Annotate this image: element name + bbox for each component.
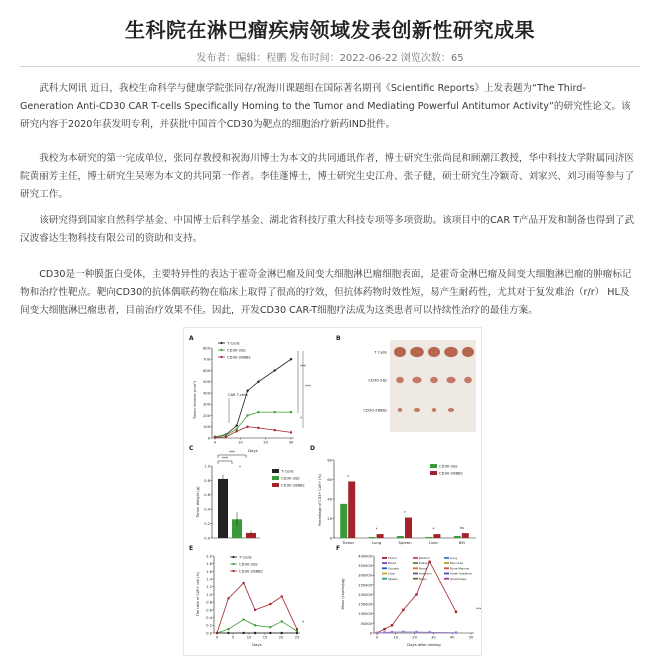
panelA-legend-label: CD30-288Bz [227, 354, 251, 360]
panelF-data-point [391, 631, 393, 633]
panelA-data-point [246, 426, 248, 428]
panelC-sig: *** [229, 450, 235, 455]
panelE-ytick-label: 1.6 [206, 569, 212, 574]
panelA-xtick-label: 10 [238, 440, 243, 445]
panelF-legend-label: Gonads [388, 566, 399, 571]
panelA-ylabel: Tumor Volume (mm³) [193, 381, 197, 419]
panelF-legend-label: Kidney [419, 561, 429, 566]
panelE-label: E [189, 545, 194, 552]
panelB-row-label: T Cells [374, 349, 387, 355]
panelB-tumor-sample [462, 347, 474, 357]
panelD-sig: * [404, 509, 406, 515]
panelD-legend-swatch [430, 464, 437, 468]
panelA-data-point [290, 358, 292, 360]
panelF-ytick-label: 0 [369, 631, 372, 636]
panelA-legend-label: CD30-28z [227, 347, 246, 353]
panelA-ytick-label: 400 [203, 391, 210, 396]
panelA-ytick-label: 700 [203, 357, 210, 362]
panelF-sig: *** [476, 607, 481, 611]
panelB-tumor-sample [464, 377, 472, 383]
panelD-sig: * [432, 526, 435, 532]
panelE-data-point [254, 609, 256, 611]
panelA-data-point [257, 427, 259, 429]
paragraph-4: CD30是一种膜蛋白受体，主要特异性的表达于霍奇金淋巴瘤及间变大细胞淋巴瘤细胞表面，是霍奇金淋巴瘤及间变大细胞淋巴瘤的肿瘤标记物和治疗性靶点。靶向CD30的抗体偶联药物在临床上取得了很高的疗效，但抗体药物时效性短，易产生耐药性，尤其对于复发难治（r/r） HL及间变大细胞淋巴瘤患者，目前治疗效果不佳。因此，开发CD30 CAR-T细胞疗法成为这类患者可以持续性治疗的最佳方案。 [20, 269, 632, 316]
panelF-legend-swatch [444, 557, 449, 559]
panelF-xtick-label: 0 [375, 635, 379, 640]
panelE-data-point [227, 628, 229, 630]
panelF-legend-label: Lung [450, 556, 458, 560]
panelA-xtick-label: 30 [288, 440, 294, 445]
panelE-legend-marker [232, 563, 234, 565]
panelF-legend-label: stomach [419, 571, 432, 576]
panelE-legend-label: CD30-288Bz [239, 568, 263, 574]
panelF-legend-swatch [444, 562, 449, 564]
panelE-ytick-label: 0.0 [206, 631, 212, 636]
panelD-bar [369, 537, 376, 538]
panelD-category-label: Tumor [342, 540, 355, 545]
panelF-legend-label: Small Intestine [450, 571, 472, 576]
panelA-annotation: CAR T-cells [228, 393, 248, 397]
panelC-legend-swatch [272, 469, 279, 473]
panelD-legend-label: CD30-28z [439, 463, 458, 469]
panelB-tumor-sample [448, 408, 454, 412]
panelA-ytick-label: 600 [203, 368, 210, 373]
panelF-legend-label: Blood [388, 561, 397, 566]
panelB-tumor-sample [412, 377, 421, 383]
panelC-sig: *** [222, 456, 228, 461]
panelF-legend-swatch [413, 573, 418, 575]
panelB-tumor-sample [414, 408, 420, 412]
panelF-data-point [415, 593, 417, 595]
panelE-data-point [227, 632, 229, 634]
panelF-legend-label: Heart [419, 566, 428, 571]
panelF-ytick-label: 50000 [360, 621, 372, 626]
panelF-data-point [402, 609, 404, 611]
panelA-ytick-label: 0 [207, 436, 210, 441]
panelF-legend-swatch [413, 557, 418, 559]
panelA-ytick-label: 500 [203, 380, 210, 385]
panelE-sig: * [302, 620, 304, 625]
panelE-series-line [217, 620, 297, 633]
panelB-tumor-sample [396, 377, 404, 383]
panelE-data-point [216, 632, 218, 634]
panelC-sig-bracket [218, 461, 232, 464]
panelE-data-point [269, 603, 271, 605]
panelD-category-label: Liver [428, 540, 439, 545]
panelB-label: B [336, 335, 341, 342]
panelF-label: F [336, 545, 341, 552]
panelD-category-label: Spleen [398, 540, 412, 545]
panelF-legend-label: Bone Marrow [450, 566, 469, 571]
panelF-xlabel: Days after dosing [407, 642, 441, 647]
paragraph-2: 我校为本研究的第一完成单位，张同存教授和祝海川博士为本文的共同通讯作者，博士研究生张尚昆和顾潮江教授，华中科技大学附属同济医院黄丽芳主任，博士研究生吴寒为本文的共同第一作者。李佳蓬博士，博士研究生史江舟、张子健，硕士研究生冷颖奇、刘家兴、刘习雨等参与了研究工作。 [20, 153, 634, 200]
panelD-legend-label: CD30-288Bz [439, 470, 463, 476]
panelA-ytick-label: 800 [203, 346, 210, 351]
panelD-bar [454, 536, 461, 538]
panelE-legend-label: T Cells [239, 554, 252, 560]
panelF-legend-swatch [413, 562, 418, 564]
panelD-sig: * [347, 473, 350, 479]
panelD-ytick-label: 40 [327, 497, 332, 502]
panelE-xtick-label: 5 [231, 635, 235, 640]
panelB-tumor-sample [444, 347, 458, 357]
panelC-legend-swatch [272, 476, 279, 480]
panelE-ytick-label: 1.8 [206, 562, 212, 567]
panelE-data-point [269, 632, 271, 634]
article-title: 生科院在淋巴瘤疾病领域发表创新性研究成果 [125, 18, 535, 42]
panelE-xtick-label: 20 [278, 635, 284, 640]
panelF-ylabel: Mean (copies/μg) [341, 578, 345, 610]
panelA-xtick-label: 20 [263, 440, 268, 445]
panelE-ytick-label: 1.2 [206, 585, 212, 590]
panelA-data-point [214, 436, 216, 438]
panelE-data-point [296, 628, 298, 630]
panelE-data-point [242, 618, 244, 620]
panelD-bar [425, 537, 432, 538]
panelA-sig: *** [305, 384, 311, 389]
panelF-legend-label: Brain [419, 576, 427, 581]
panelF-data-point [402, 631, 404, 633]
panelF-legend-swatch [413, 567, 418, 569]
panelF-legend-label: Quadriceps [450, 576, 467, 581]
panelE-xtick-label: 25 [294, 635, 300, 640]
panelD-sig: ns [459, 525, 464, 531]
panelE-legend-marker [232, 570, 234, 572]
panelE-ytick-label: 0.4 [206, 616, 212, 620]
divider [20, 66, 640, 67]
panelD-label: D [310, 445, 315, 452]
panelE-xtick-label: 0 [215, 635, 219, 640]
panelE-ytick-label: 0.6 [206, 608, 212, 613]
panelF-data-point [455, 631, 457, 633]
panelE-data-point [254, 624, 256, 626]
panelF-xtick-label: 30 [431, 635, 436, 640]
panelB-tumor-sample [410, 347, 424, 357]
paragraph-1: 武科大网讯 近日，我校生命科学与健康学院张同存/祝海川课题组在国际著名期刊《Scientific Reports》上发表题为“The Third-Generation Anti-CD30 CAR T-cells Specifically Homing to the Tumor and Mediating Powerful Antitumor Activity”的研究性论文。该研究内容于2020年获发明专利，并获批中国首个CD30为靶点的细胞治疗新药IND批件。 [20, 83, 631, 130]
panelA-data-point [236, 430, 238, 432]
panelF-legend-swatch [382, 578, 387, 580]
panelF-legend-label: Tumor [388, 556, 397, 560]
panelA-sig: *** [300, 364, 306, 369]
panelA-xlabel: Days [248, 448, 258, 453]
panelF-data-point [376, 632, 378, 634]
panelF-xtick-label: 20 [412, 635, 417, 640]
panelD-category-label: BM [458, 540, 465, 545]
panelA-data-point [290, 411, 292, 413]
panelF-xtick-label: 50 [468, 635, 474, 640]
panelF-data-point [415, 631, 417, 633]
panelC-ylabel: Tumor Weight (g) [196, 486, 200, 518]
panelA-xtick-label: 0 [213, 440, 217, 445]
panelF-data-point [455, 611, 457, 613]
panelA-ytick-label: 200 [203, 413, 210, 418]
panelF-legend-label: Spleen [388, 576, 398, 581]
panelA-sig: * [300, 416, 302, 421]
figure-svg [184, 328, 481, 655]
panelD-category-label: Lung [371, 540, 382, 545]
panelA-data-point [246, 414, 248, 416]
panelA-legend-label: T Cells [227, 340, 240, 346]
panelA-data-point [257, 411, 259, 413]
panelC-legend-label: T Cells [281, 468, 294, 474]
panelD-bar [405, 518, 412, 538]
panelF-legend-label: Rectum [419, 556, 431, 560]
panelE-data-point [227, 597, 229, 599]
panelF-legend-label: Pancreas [450, 561, 463, 566]
panelA-ytick-label: 100 [203, 425, 210, 430]
panelA-data-point [274, 429, 276, 431]
panelE-xtick-label: 15 [262, 635, 268, 640]
panelC-ytick-label: 0.2 [204, 522, 210, 526]
panelF-legend-swatch [382, 562, 387, 564]
panelA-data-point [274, 369, 276, 371]
panelD-legend-swatch [430, 471, 437, 475]
panelA-data-point [257, 381, 259, 383]
panelF-ytick-label: 400000 [358, 554, 372, 559]
panelF-xtick-label: 10 [393, 635, 399, 640]
panelE-data-point [254, 632, 256, 634]
panelD-ylabel: Percentage of CD3+ CAR+ (%) [318, 473, 322, 527]
panelC-ytick-label: 0.0 [204, 536, 210, 541]
panelF-data-point [383, 631, 385, 633]
panelC-ytick-label: 0.8 [204, 478, 210, 483]
panelE-data-point [281, 632, 283, 634]
panelE-data-point [269, 626, 271, 628]
panelE-legend-marker [232, 556, 234, 558]
panelD-sig: * [375, 526, 378, 532]
panelC-ytick-label: 0.4 [204, 507, 210, 512]
panelA-data-point [290, 431, 292, 433]
panelE-xtick-label: 10 [246, 635, 252, 640]
panelF-legend-swatch [382, 573, 387, 575]
panelD-ytick-label: 0 [329, 536, 332, 541]
panelD-ytick-label: 60 [327, 477, 332, 482]
panelD-bar [348, 481, 355, 538]
panelE-ytick-label: 0.8 [206, 600, 212, 605]
panelA-data-point [236, 428, 238, 430]
panelC-legend-swatch [272, 483, 279, 487]
panelE-data-point [281, 595, 283, 597]
panelD-bar [397, 536, 404, 538]
panelF-legend-label: Liver [388, 571, 396, 576]
panelE-ytick-label: 1.4 [206, 577, 212, 582]
panelB-row-label: CD30-28z [368, 377, 387, 383]
panelC-ytick-label: 0.6 [204, 493, 210, 498]
panelF-data-point [391, 624, 393, 626]
panelF-data-point [383, 628, 385, 630]
panelD-bar [340, 504, 347, 538]
panelF-xtick-label: 40 [449, 635, 455, 640]
panelA-series-line [215, 412, 291, 437]
panelB-tumor-sample [432, 408, 437, 412]
panelB-tumor-sample [428, 347, 440, 357]
panelB-tumor-sample [446, 377, 455, 383]
panelC-ytick-label: 1.0 [204, 464, 210, 469]
panelE-data-point [281, 620, 283, 622]
panelF-legend-swatch [382, 557, 387, 559]
panelF-legend-swatch [413, 578, 418, 580]
panelD-ytick-label: 20 [327, 516, 332, 521]
panelA-data-point [225, 436, 227, 438]
panelA-data-point [274, 411, 276, 413]
panelC-bar [218, 479, 228, 538]
panelD-ytick-label: 80 [327, 458, 332, 463]
panelF-ytick-label: 200000 [358, 592, 372, 597]
panelE-data-point [242, 632, 244, 634]
panelF-ytick-label: 350000 [358, 564, 372, 569]
panelF-legend-swatch [382, 567, 387, 569]
panelF-ytick-label: 150000 [358, 602, 372, 607]
panelA-series-line [215, 359, 291, 437]
panelF-data-point [428, 631, 430, 633]
panelD-bar [462, 533, 469, 538]
panelA-data-point [236, 424, 238, 426]
panelE-xlabel: Days [252, 642, 262, 647]
panelD-bar [433, 534, 440, 538]
panelA-legend-marker [220, 349, 222, 351]
panelB-row-label: CD30-288Bz [363, 407, 387, 413]
panelA-legend-marker [220, 342, 222, 344]
panelE-ylabel: The ratio of CAR+ cell (%) [196, 571, 200, 617]
panelC-label: C [189, 445, 194, 452]
panelE-ytick-label: 0.2 [206, 623, 212, 628]
panelE-data-point [242, 582, 244, 584]
panelB-tumor-sample [394, 347, 406, 357]
panelE-ytick-label: 2.0 [206, 554, 212, 559]
panelC-sig: * [239, 465, 241, 470]
paragraph-3: 该研究得到国家自然科学基金、中国博士后科学基金、湖北省科技厅重大科技专项等多项资助。该项目中的CAR T产品开发和制备也得到了武汉波睿达生物科技有限公司的资助和支持。 [20, 215, 635, 244]
panelF-ytick-label: 250000 [358, 583, 372, 588]
panelF-legend-swatch [444, 573, 449, 575]
panelA-legend-marker [220, 356, 222, 358]
panelA-ytick-label: 300 [203, 402, 210, 407]
panelF-legend-swatch [444, 578, 449, 580]
panelC-legend-label: CD30-288Bz [281, 482, 305, 488]
panelE-ytick-label: 1.0 [206, 592, 212, 597]
panelB-tumor-sample [398, 408, 403, 412]
panelE-legend-label: CD30-28z [239, 561, 258, 567]
article-meta: 发布者：编辑：程鹏 发布时间：2022-06-22 浏览次数：65 [196, 53, 464, 64]
panelF-legend-swatch [444, 567, 449, 569]
research-figure [183, 327, 482, 656]
panelF-ytick-label: 100000 [358, 612, 372, 617]
panelC-legend-label: CD30-28z [281, 475, 300, 481]
panelA-label: A [189, 335, 194, 342]
panelB-tumor-sample [430, 377, 438, 383]
panelF-ytick-label: 300000 [358, 573, 372, 578]
panelA-data-point [246, 390, 248, 392]
panelD-bar [377, 534, 384, 538]
